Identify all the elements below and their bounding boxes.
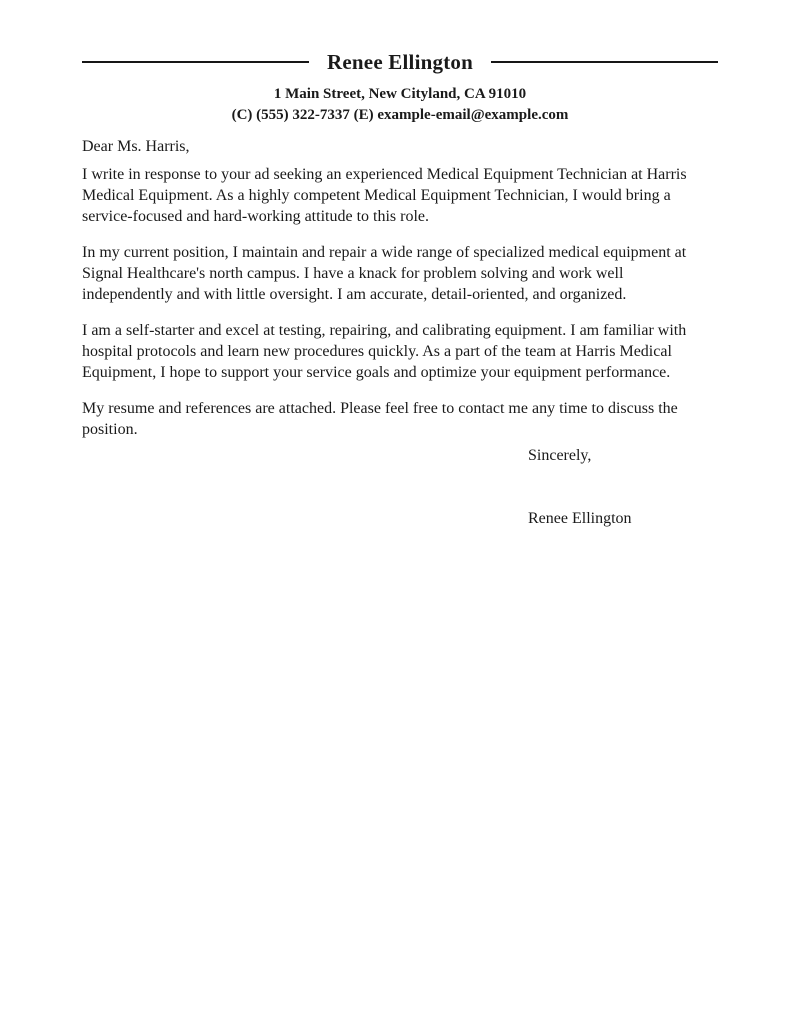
signature-block (528, 445, 718, 529)
paragraph-intro: I write in response to your ad seeking an experienced Medical Equipment Technician at Harris Medical Equipment. As a highly competent Medical Equipment Technician, I would bring a service-focused and hard-working attitude to this role. (82, 166, 687, 225)
signature-name: Renee Ellington (528, 510, 632, 527)
right-horizontal-rule (491, 61, 718, 63)
paragraph-closing: My resume and references are attached. Please feel free to contact me any time to discuss the position. (82, 400, 678, 438)
left-horizontal-rule (82, 61, 309, 63)
letter-body (82, 136, 718, 529)
paragraph-current-position: In my current position, I maintain and repair a wide range of specialized medical equipment at Signal Healthcare's north campus. I have a knack for problem solving and work well independently and with little oversight. I am accurate, detail-oriented, and organized. (82, 244, 687, 303)
salutation: Dear Ms. Harris, (82, 138, 190, 155)
address-line: 1 Main Street, New Cityland, CA 91010 (273, 86, 527, 102)
paragraph-skills: I am a self-starter and excel at testing, repairing, and calibrating equipment. I am familiar with hospital protocols and learn new procedures quickly. As a part of the team at Harris Medical Equipment, I hope to support your service goals and optimize your equipment performance. (82, 322, 687, 381)
contact-line: (C) (555) 322-7337 (E) example-email@example.com (231, 107, 569, 123)
page-title: Renee Ellington (327, 49, 473, 74)
letterhead-name-row (82, 46, 718, 78)
letterhead (82, 46, 718, 126)
closing-salutation: Sincerely, (528, 447, 592, 464)
